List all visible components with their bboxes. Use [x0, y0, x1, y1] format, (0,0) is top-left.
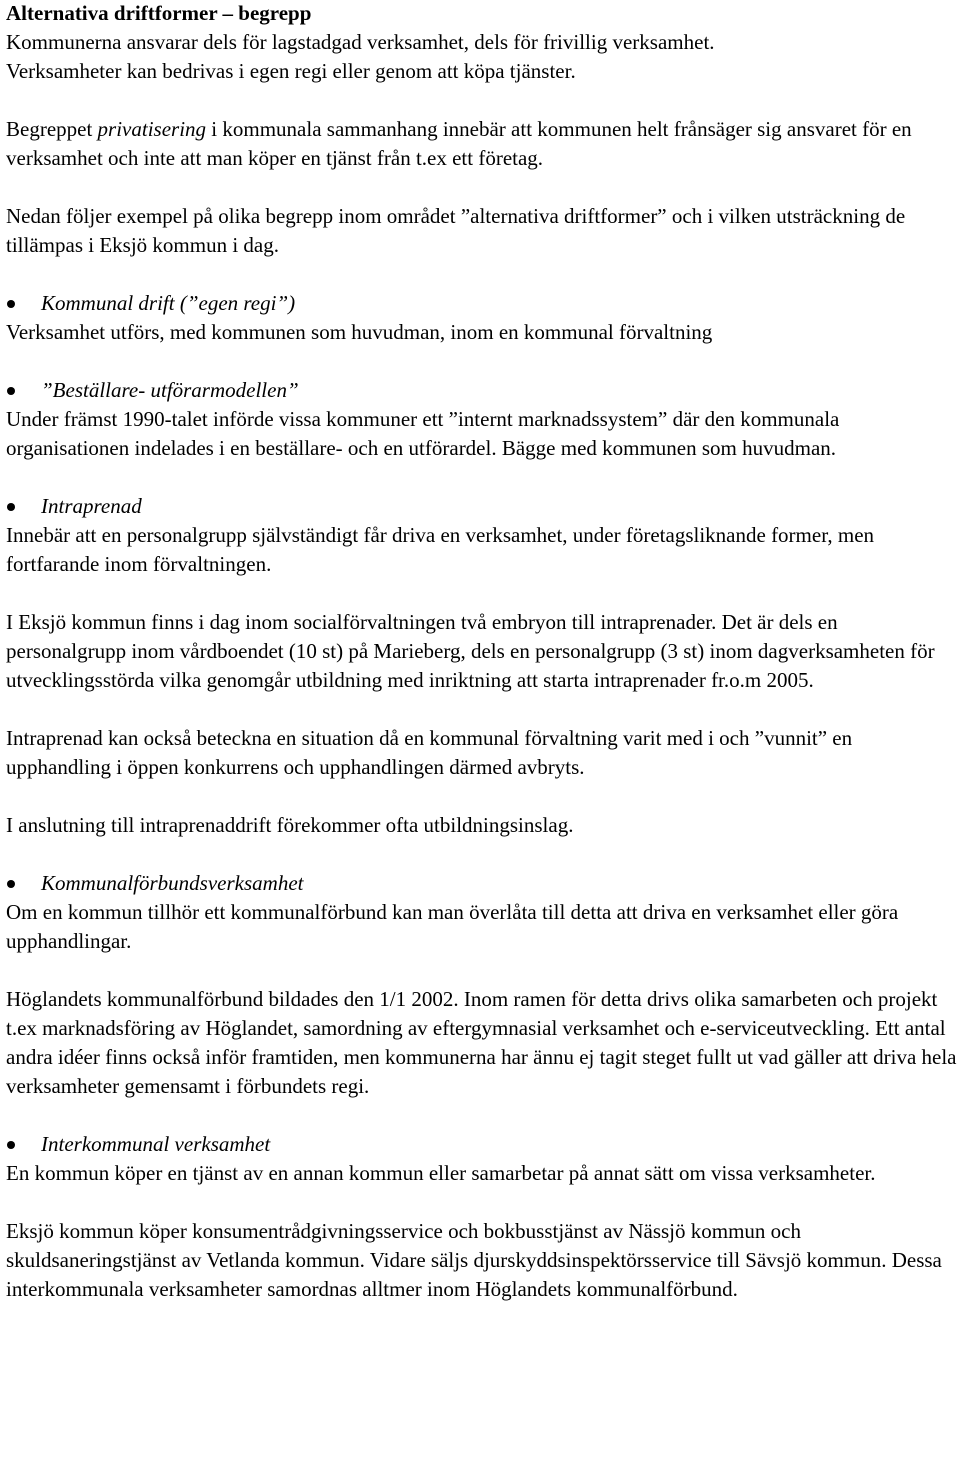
section-title-text: Kommunalförbundsverksamhet: [41, 871, 304, 895]
document-heading: Alternativa driftformer – begrepp: [6, 1, 312, 25]
spacer: [6, 579, 958, 608]
spacer: [6, 173, 958, 202]
spacer: [6, 86, 958, 115]
section-title-text: ”Beställare- utförarmodellen”: [41, 378, 299, 402]
spacer: [6, 840, 958, 869]
section-paragraph: En kommun köper en tjänst av en annan kommun eller samarbetar på annat sätt om vissa verksamheter.: [6, 1161, 876, 1185]
intro-line-1: Kommunerna ansvarar dels för lagstadgad verksamhet, dels för frivillig verksamhet.: [6, 30, 715, 54]
bullet-icon: [7, 503, 15, 511]
section-title-text: Interkommunal verksamhet: [41, 1132, 271, 1156]
privatisering-after: i kommunala sammanhang innebär att kommunen helt frånsäger sig ansvaret för en verksamhet och inte att man köper en tjänst från t.ex ett företag.: [6, 117, 912, 170]
spacer: [6, 347, 958, 376]
section-title-interkommunal: [6, 1130, 958, 1159]
section-title-bestallare: [6, 376, 958, 405]
spacer: [6, 782, 958, 811]
bullet-icon: [7, 387, 15, 395]
section-paragraph: Verksamhet utförs, med kommunen som huvudman, inom en kommunal förvaltning: [6, 320, 713, 344]
section-title-intraprenad: [6, 492, 958, 521]
section-paragraph: Eksjö kommun köper konsumentrådgivningsservice och bokbusstjänst av Nässjö kommun och skuldsaneringstjänst av Vetlanda kommun. Vidare säljs djurskyddsinspektörsservice till Sävsjö kommun. Dessa interkommunala verksamheter samordnas alltmer inom Höglandets kommunalförbund.: [6, 1219, 942, 1301]
section-paragraph: Under främst 1990-talet införde vissa kommuner ett ”internt marknadssystem” där den kommunala organisationen indelades i en beställare- och en utförardel. Bägge med kommunen som huvudman.: [6, 407, 840, 460]
spacer: [6, 463, 958, 492]
spacer: [6, 260, 958, 289]
privatisering-before: Begreppet: [6, 117, 98, 141]
section-paragraph: Intraprenad kan också beteckna en situation då en kommunal förvaltning varit med i och ”vunnit” en upphandling i öppen konkurrens och upphandlingen därmed avbryts.: [6, 726, 853, 779]
section-paragraph: Om en kommun tillhör ett kommunalförbund kan man överlåta till detta att driva en verksamhet eller göra upphandlingar.: [6, 900, 899, 953]
spacer: [6, 956, 958, 985]
section-paragraph: Innebär att en personalgrupp självständigt får driva en verksamhet, under företagsliknande former, men fortfarande inom förvaltningen.: [6, 523, 875, 576]
bullet-icon: [7, 1141, 15, 1149]
section-title-kommunal-drift: [6, 289, 958, 318]
spacer: [6, 1188, 958, 1217]
bullet-icon: [7, 300, 15, 308]
section-title-text: Intraprenad: [41, 494, 142, 518]
bullet-icon: [7, 880, 15, 888]
nedan-paragraph: Nedan följer exempel på olika begrepp inom området ”alternativa driftformer” och i vilken utsträckning de tillämpas i Eksjö kommun i dag.: [6, 204, 906, 257]
spacer: [6, 695, 958, 724]
section-paragraph: Höglandets kommunalförbund bildades den 1/1 2002. Inom ramen för detta drivs olika samarbeten och projekt t.ex marknadsföring av Höglandet, samordning av eftergymnasial verksamhet och e-serviceutveckling. Ett antal andra idéer finns också inför framtiden, men kommunerna har ännu ej tagit steget fullt ut vad gäller att driva hela verksamheter gemensamt i förbundets regi.: [6, 987, 957, 1098]
section-title-kommunalforbund: [6, 869, 958, 898]
section-paragraph: I Eksjö kommun finns i dag inom socialförvaltningen två embryon till intraprenader. Det är dels en personalgrupp inom vårdboendet (10 st) på Marieberg, dels en personalgrupp (3 st) inom dagverksamheten för utvecklingsstörda vilka genomgår utbildning med inriktning att starta intraprenader fr.o.m 2005.: [6, 610, 935, 692]
privatisering-term: privatisering: [97, 117, 207, 141]
document-page: [6, 0, 958, 1304]
intro-line-2: Verksamheter kan bedrivas i egen regi eller genom att köpa tjänster.: [6, 59, 576, 83]
section-title-text: Kommunal drift (”egen regi”): [41, 291, 296, 315]
section-paragraph: I anslutning till intraprenaddrift förekommer ofta utbildningsinslag.: [6, 813, 574, 837]
spacer: [6, 1101, 958, 1130]
privatisering-paragraph: [6, 115, 958, 173]
